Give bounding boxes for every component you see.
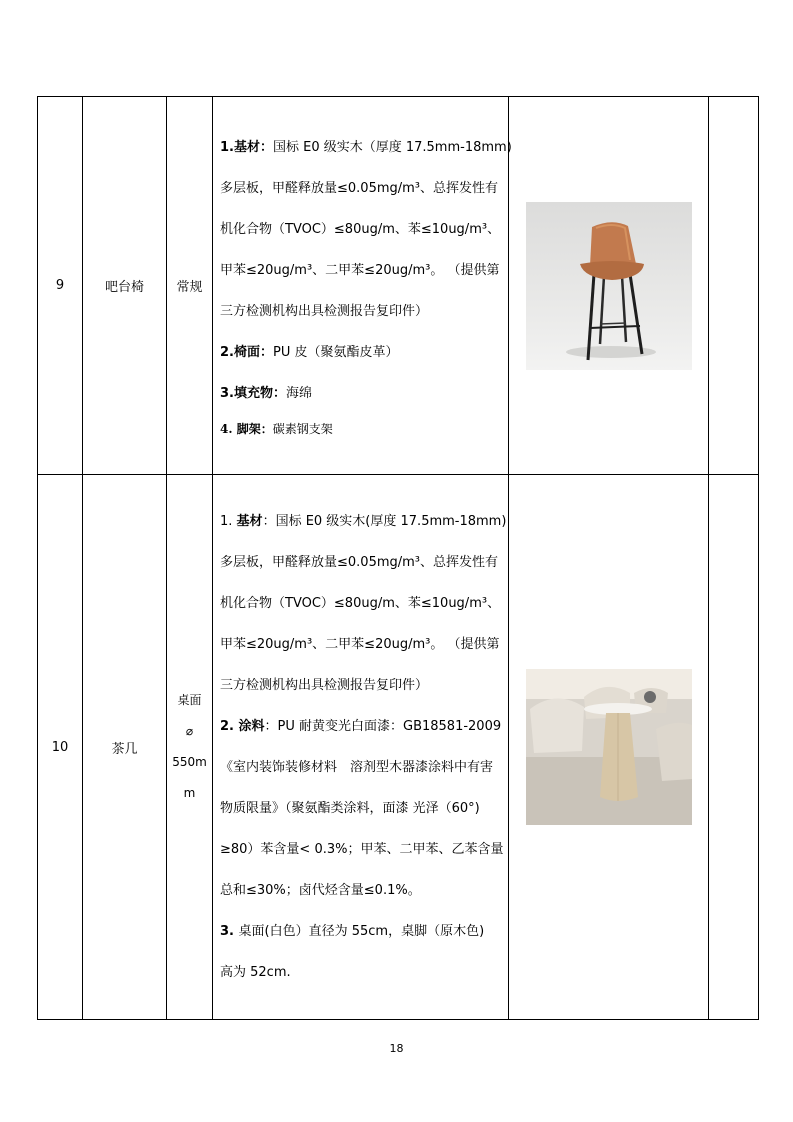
- desc-line: 高为 52cm.: [220, 965, 291, 980]
- item-description: [213, 475, 509, 1020]
- item-name: 茶几: [83, 475, 167, 1020]
- spec-line: 桌面: [177, 693, 202, 707]
- desc-line: 三方检测机构出具检测报告复印件）: [220, 304, 429, 319]
- empty-cell: [709, 475, 759, 1020]
- desc-line: 4. 脚架：碳素钢支架: [220, 422, 333, 436]
- table-row: [38, 97, 759, 475]
- desc-line: 3. 桌面(白色）直径为 55cm，桌脚（原木色): [220, 924, 485, 939]
- item-name: 吧台椅: [83, 97, 167, 475]
- item-spec: 常规: [167, 97, 213, 475]
- spec-line: m: [183, 786, 196, 800]
- desc-line: 2.椅面：PU 皮（聚氨酯皮革）: [220, 345, 399, 360]
- desc-line: 三方检测机构出具检测报告复印件）: [220, 678, 429, 693]
- desc-line: 机化合物（TVOC）≤80ug/m、苯≤10ug/m³、: [220, 596, 501, 611]
- desc-line: 1.基材：国标 E0 级实木（厚度 17.5mm-18mm): [220, 140, 512, 155]
- desc-line: 物质限量》（聚氨酯类涂料，面漆 光泽（60°): [220, 801, 480, 816]
- desc-line: 1. 基材：国标 E0 级实木(厚度 17.5mm-18mm): [220, 514, 507, 529]
- spec-line: 550m: [172, 755, 207, 769]
- table-row: [38, 475, 759, 1020]
- desc-line: 总和≤30%；卤代烃含量≤0.1%。: [220, 883, 421, 898]
- desc-line: 多层板，甲醛释放量≤0.05mg/m³、总挥发性有: [220, 181, 499, 196]
- desc-line: 多层板，甲醛释放量≤0.05mg/m³、总挥发性有: [220, 555, 499, 570]
- desc-line: 3.填充物：海绵: [220, 386, 312, 401]
- page-number: 18: [389, 1042, 404, 1055]
- coffee-table-image: [526, 669, 692, 825]
- desc-line: 甲苯≤20ug/m³、二甲苯≤20ug/m³。 （提供第: [220, 637, 500, 652]
- item-spec: [167, 475, 213, 1020]
- spec-line: ⌀: [185, 724, 194, 738]
- specification-table: [37, 96, 759, 1020]
- desc-line: 机化合物（TVOC）≤80ug/m、苯≤10ug/m³、: [220, 222, 501, 237]
- bar-stool-image: [526, 202, 692, 370]
- desc-line: 《室内装饰装修材料 溶剂型木器漆涂料中有害: [220, 760, 494, 775]
- empty-cell: [709, 97, 759, 475]
- item-number: 10: [38, 475, 83, 1020]
- desc-line: 甲苯≤20ug/m³、二甲苯≤20ug/m³。 （提供第: [220, 263, 500, 278]
- desc-line: ≥80）苯含量< 0.3%；甲苯、二甲苯、乙苯含量: [220, 842, 504, 857]
- item-description: [213, 97, 512, 475]
- product-image-cell: [509, 475, 709, 1020]
- item-number: 9: [38, 97, 83, 475]
- desc-line: 2. 涂料：PU 耐黄变光白面漆：GB18581-2009: [220, 719, 502, 734]
- product-image-cell: [509, 97, 709, 475]
